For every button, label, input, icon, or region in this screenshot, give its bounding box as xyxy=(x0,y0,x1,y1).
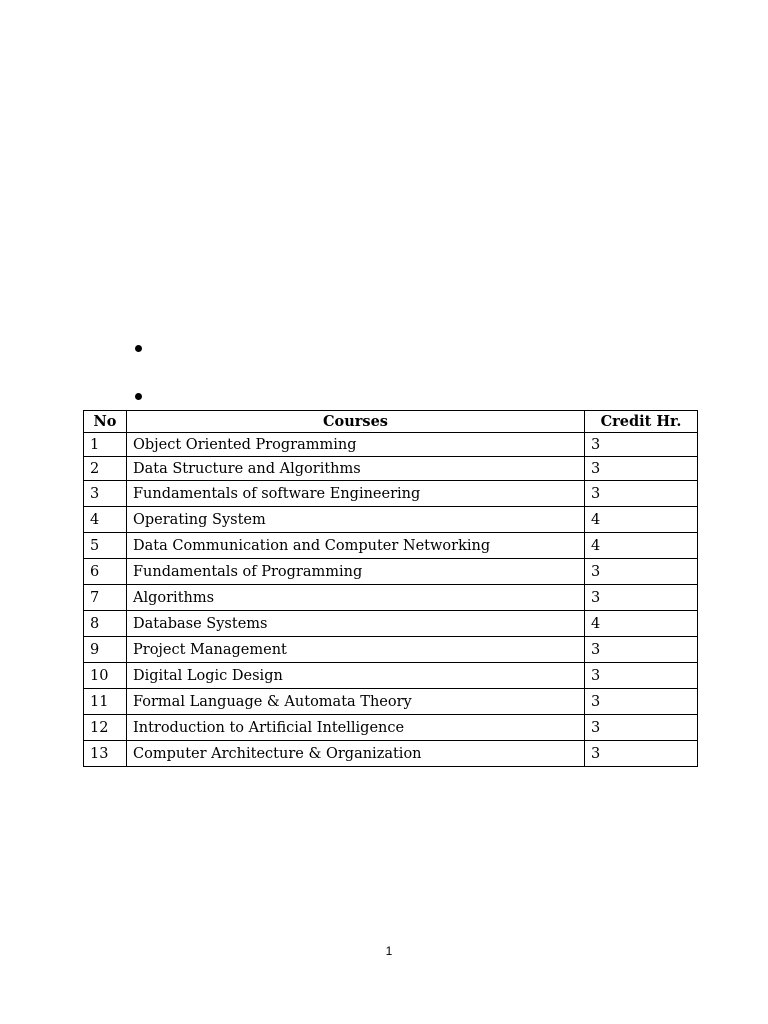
row-no: 6 xyxy=(84,559,127,585)
row-credit: 3 xyxy=(585,637,698,663)
table-row xyxy=(84,689,698,715)
row-credit: 4 xyxy=(585,611,698,637)
row-no: 10 xyxy=(84,663,127,689)
table-row xyxy=(84,637,698,663)
row-no: 4 xyxy=(84,507,127,533)
table-row xyxy=(84,611,698,637)
bullet-point xyxy=(135,393,142,400)
row-credit: 3 xyxy=(585,715,698,741)
table-row xyxy=(84,481,698,507)
row-course: Fundamentals of software Engineering xyxy=(127,481,585,507)
table-row xyxy=(84,741,698,767)
header-courses: Courses xyxy=(127,411,585,433)
row-no: 3 xyxy=(84,481,127,507)
row-course: Fundamentals of Programming xyxy=(127,559,585,585)
row-course: Database Systems xyxy=(127,611,585,637)
row-no: 12 xyxy=(84,715,127,741)
table-header-row xyxy=(84,411,698,433)
row-no: 13 xyxy=(84,741,127,767)
header-no: No xyxy=(84,411,127,433)
row-course: Operating System xyxy=(127,507,585,533)
row-course: Formal Language & Automata Theory xyxy=(127,689,585,715)
row-no: 11 xyxy=(84,689,127,715)
table-row xyxy=(84,663,698,689)
row-no: 2 xyxy=(84,457,127,481)
row-credit: 3 xyxy=(585,663,698,689)
row-credit: 3 xyxy=(585,585,698,611)
row-credit: 4 xyxy=(585,507,698,533)
row-credit: 3 xyxy=(585,559,698,585)
row-course: Data Structure and Algorithms xyxy=(127,457,585,481)
table-row xyxy=(84,715,698,741)
row-no: 7 xyxy=(84,585,127,611)
row-credit: 3 xyxy=(585,433,698,457)
row-course: Computer Architecture & Organization xyxy=(127,741,585,767)
row-no: 8 xyxy=(84,611,127,637)
table-row xyxy=(84,433,698,457)
row-course: Project Management xyxy=(127,637,585,663)
row-course: Object Oriented Programming xyxy=(127,433,585,457)
row-no: 5 xyxy=(84,533,127,559)
row-no: 1 xyxy=(84,433,127,457)
table-row xyxy=(84,457,698,481)
row-course: Data Communication and Computer Networking xyxy=(127,533,585,559)
row-course: Algorithms xyxy=(127,585,585,611)
header-credit-hr: Credit Hr. xyxy=(585,411,698,433)
row-credit: 3 xyxy=(585,457,698,481)
bullet-point xyxy=(135,345,142,352)
row-course: Introduction to Artificial Intelligence xyxy=(127,715,585,741)
table-row xyxy=(84,585,698,611)
row-credit: 3 xyxy=(585,689,698,715)
table-row xyxy=(84,559,698,585)
row-course: Digital Logic Design xyxy=(127,663,585,689)
row-credit: 4 xyxy=(585,533,698,559)
page-number: 1 xyxy=(385,944,393,958)
table-row xyxy=(84,507,698,533)
courses-table xyxy=(83,410,698,767)
row-no: 9 xyxy=(84,637,127,663)
row-credit: 3 xyxy=(585,481,698,507)
table-row xyxy=(84,533,698,559)
row-credit: 3 xyxy=(585,741,698,767)
